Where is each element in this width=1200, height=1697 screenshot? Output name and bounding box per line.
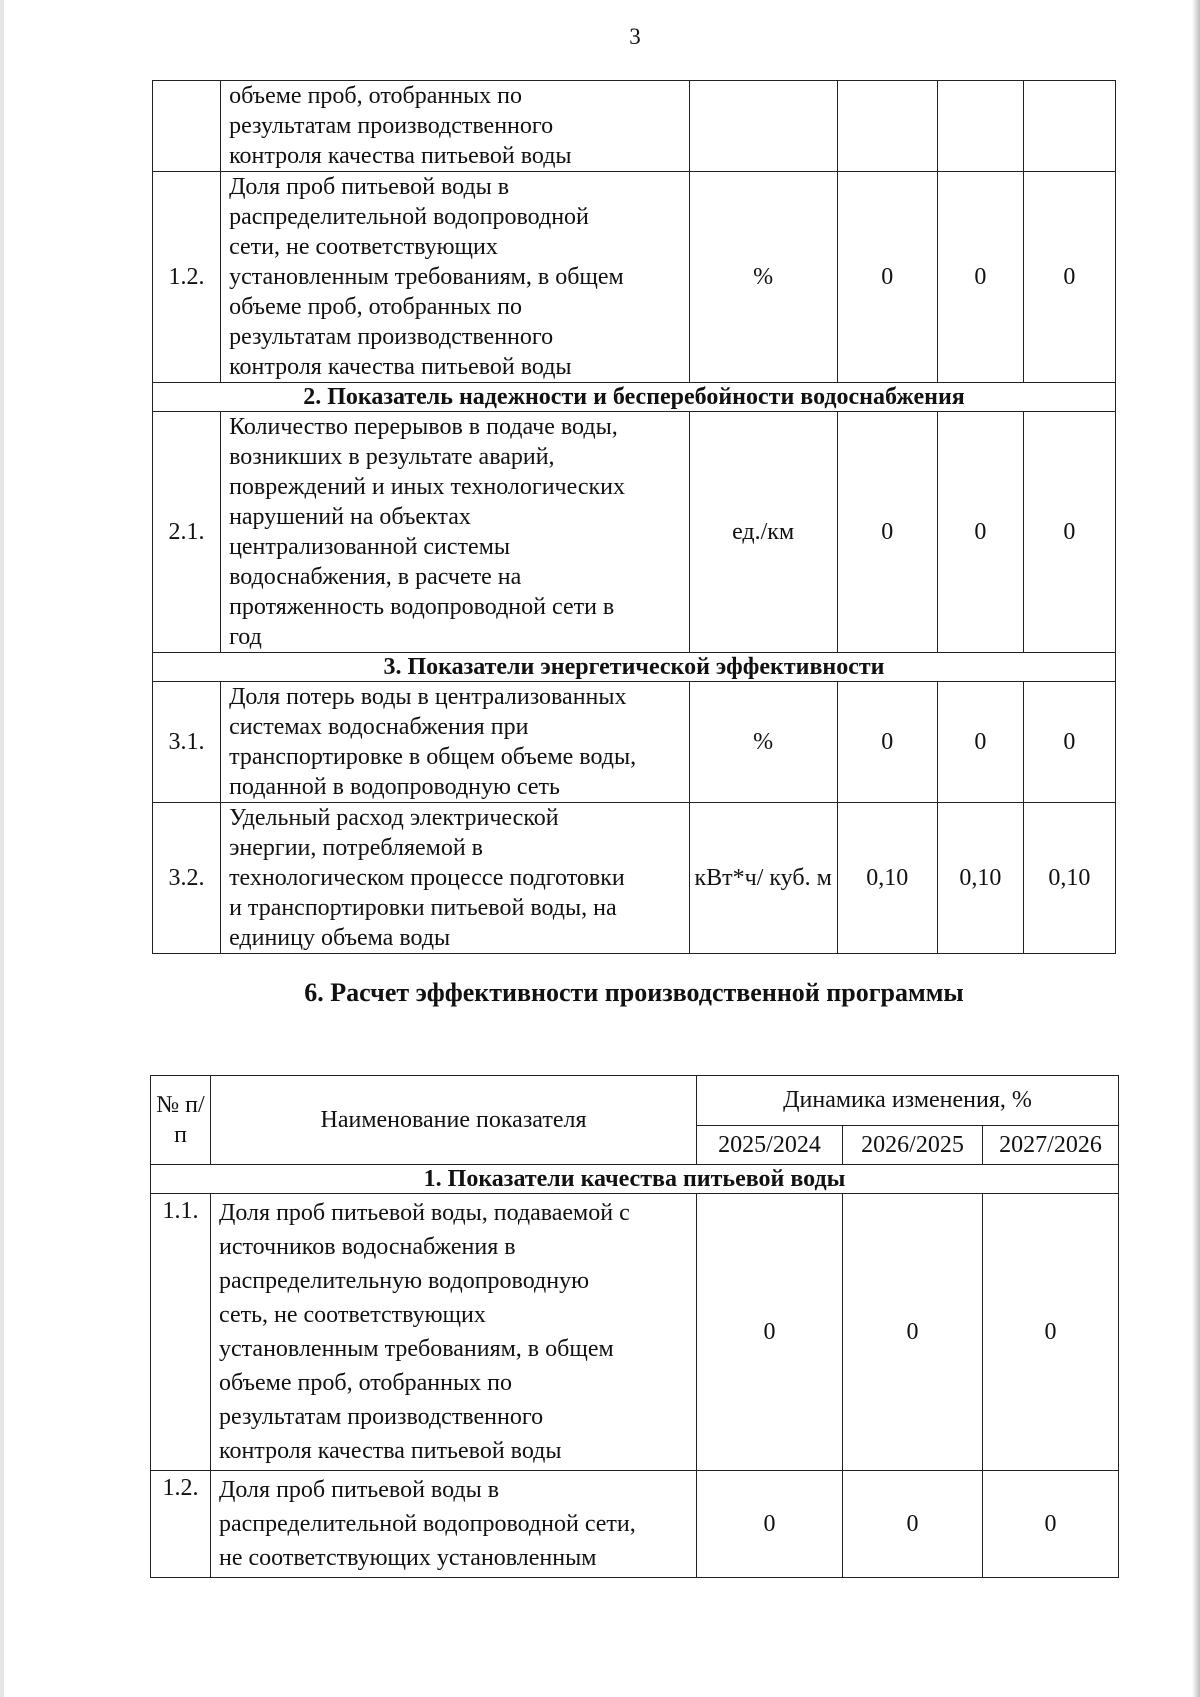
indicator-name-line: возникших в результате аварий, xyxy=(229,444,555,470)
value-cell: 0 xyxy=(697,1471,843,1578)
indicator-name-line: энергии, потребляемой в xyxy=(229,835,483,861)
indicator-name-line: централизованной системы xyxy=(229,534,511,560)
value-cell: 0,10 xyxy=(1023,803,1115,954)
indicator-name-line: контроля качества питьевой воды xyxy=(229,354,572,380)
row-number: 1.2. xyxy=(151,1471,211,1578)
table-row xyxy=(151,1471,1119,1578)
indicator-name-line: поданной в водопроводную сеть xyxy=(229,774,560,800)
section-title: 1. Показатели качества питьевой воды xyxy=(151,1165,1119,1194)
table-row xyxy=(153,803,1116,954)
value-cell: 0 xyxy=(983,1194,1119,1471)
indicator-name-line: протяженность водопроводной сети в xyxy=(229,594,615,620)
value-cell: 0 xyxy=(1023,412,1115,653)
indicator-name-line: нарушений на объектах xyxy=(229,504,471,530)
value-cell xyxy=(837,81,937,172)
indicator-name-line: единицу объема воды xyxy=(229,925,451,951)
indicator-name-line: распределительной водопроводной сети, xyxy=(219,1511,636,1537)
table-row xyxy=(153,81,1116,172)
section-row xyxy=(153,653,1116,682)
row-number: 2.1. xyxy=(153,412,221,653)
indicator-name xyxy=(211,1194,697,1471)
value-cell xyxy=(1023,81,1115,172)
indicator-name xyxy=(221,803,689,954)
row-number: 3.2. xyxy=(153,803,221,954)
indicator-name-line: установленным требованиям, в общем xyxy=(229,264,624,290)
section-row xyxy=(151,1165,1119,1194)
page-number: 3 xyxy=(629,24,641,49)
indicator-name-line: установленным требованиям, в общем xyxy=(219,1336,614,1362)
indicator-name-line: сеть, не соответствующих xyxy=(219,1302,486,1328)
value-cell: 0 xyxy=(1023,682,1115,803)
value-cell: 0 xyxy=(937,412,1023,653)
value-cell: 0 xyxy=(697,1194,843,1471)
indicator-name-line: контроля качества питьевой воды xyxy=(229,143,572,169)
indicator-name-line: результатам производственного xyxy=(229,113,554,139)
value-cell: 0 xyxy=(843,1194,983,1471)
indicator-name-line: и транспортировки питьевой воды, на xyxy=(229,895,617,921)
table-header-row xyxy=(151,1076,1119,1126)
indicators-table xyxy=(152,80,1116,954)
table-row xyxy=(151,1194,1119,1471)
indicator-name-line: Доля проб питьевой воды в xyxy=(219,1477,500,1503)
section-title: 2. Показатель надежности и бесперебойности водоснабжения xyxy=(153,383,1116,412)
indicator-name xyxy=(221,172,689,383)
scan-right-edge xyxy=(1192,0,1200,1697)
section-row xyxy=(153,383,1116,412)
indicator-name-line: распределительную водопроводную xyxy=(219,1268,589,1294)
efficiency-table xyxy=(150,1075,1119,1578)
indicator-name-line: Доля потерь воды в централизованных xyxy=(229,684,627,710)
unit-cell: ед./км xyxy=(689,412,837,653)
indicator-name-line: результатам производственного xyxy=(229,324,554,350)
indicator-name-line: повреждений и иных технологических xyxy=(229,474,626,500)
value-cell: 0 xyxy=(937,682,1023,803)
value-cell xyxy=(937,81,1023,172)
indicator-name-line: объеме проб, отобранных по xyxy=(219,1370,512,1396)
indicator-name-line: не соответствующих установленным xyxy=(219,1545,597,1571)
value-cell: 0 xyxy=(843,1471,983,1578)
value-cell: 0 xyxy=(1023,172,1115,383)
indicator-name-line: объеме проб, отобранных по xyxy=(229,294,523,320)
unit-cell xyxy=(689,81,837,172)
section-6-heading: 6. Расчет эффективности производственной программы xyxy=(304,978,964,1007)
indicator-name xyxy=(221,412,689,653)
value-cell: 0 xyxy=(837,682,937,803)
value-cell: 0,10 xyxy=(937,803,1023,954)
table-row xyxy=(153,412,1116,653)
indicator-name-line: Количество перерывов в подаче воды, xyxy=(229,414,618,440)
indicator-name xyxy=(221,682,689,803)
indicator-name-line: объеме проб, отобранных по xyxy=(229,83,523,109)
table-row xyxy=(153,172,1116,383)
indicator-name-line: Доля проб питьевой воды, подаваемой с xyxy=(219,1200,630,1226)
value-cell: 0 xyxy=(837,172,937,383)
header-year: 2025/2024 xyxy=(697,1125,843,1164)
indicator-name-line: сети, не соответствующих xyxy=(229,234,498,260)
row-number: 3.1. xyxy=(153,682,221,803)
unit-cell: кВт*ч/ куб. м xyxy=(689,803,837,954)
indicator-name-line: водоснабжения, в расчете на xyxy=(229,564,522,590)
indicator-name-line: технологическом процессе подготовки xyxy=(229,865,625,891)
value-cell: 0 xyxy=(937,172,1023,383)
indicator-name-line: источников водоснабжения в xyxy=(219,1234,516,1260)
value-cell: 0,10 xyxy=(837,803,937,954)
indicator-name-line: контроля качества питьевой воды xyxy=(219,1438,562,1464)
value-cell: 0 xyxy=(837,412,937,653)
scan-left-edge xyxy=(0,0,4,1697)
indicator-name-line: год xyxy=(229,624,262,650)
header-year: 2027/2026 xyxy=(983,1125,1119,1164)
indicator-name-line: Удельный расход электрической xyxy=(229,805,559,831)
section-title: 3. Показатели энергетической эффективности xyxy=(153,653,1116,682)
table-row xyxy=(153,682,1116,803)
indicator-name-line: распределительной водопроводной xyxy=(229,204,589,230)
indicator-name-line: Доля проб питьевой воды в xyxy=(229,174,510,200)
indicator-name-line: результатам производственного xyxy=(219,1404,544,1430)
header-num: № п/п xyxy=(151,1076,211,1165)
indicator-name xyxy=(221,81,689,172)
row-number: 1.1. xyxy=(151,1194,211,1471)
header-year: 2026/2025 xyxy=(843,1125,983,1164)
unit-cell: % xyxy=(689,682,837,803)
indicator-name-line: транспортировке в общем объеме воды, xyxy=(229,744,637,770)
indicator-name-line: системах водоснабжения при xyxy=(229,714,529,740)
header-name: Наименование показателя xyxy=(211,1076,697,1165)
row-number: 1.2. xyxy=(153,172,221,383)
unit-cell: % xyxy=(689,172,837,383)
indicator-name xyxy=(211,1471,697,1578)
row-number xyxy=(153,81,221,172)
value-cell: 0 xyxy=(983,1471,1119,1578)
header-group: Динамика изменения, % xyxy=(697,1076,1119,1126)
